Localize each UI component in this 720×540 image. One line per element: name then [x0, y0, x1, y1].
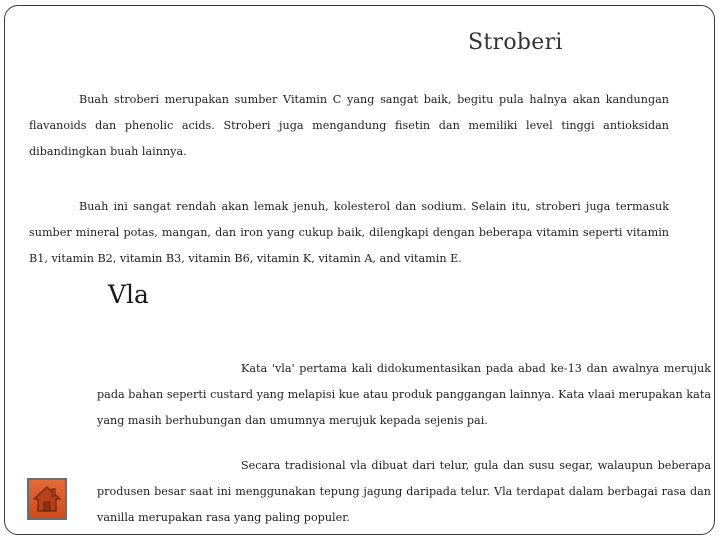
home-button[interactable]: [27, 478, 67, 520]
paragraph-stroberi-2: Buah ini sangat rendah akan lemak jenuh, kolesterol dan sodium. Selain itu, stroberi juga termasuk sumber mineral potas, mangan, dan iron yang cukup baik, dilengkapi dengan beberapa vitamin seperti vitamin B1, vitamin B2, vitamin B3, vitamin B6, vitamin K, vitamin A, and vitamin E.: [29, 200, 669, 266]
home-icon: [32, 484, 62, 514]
section-title-vla: Vla: [108, 280, 149, 309]
paragraph-vla-1: Kata 'vla' pertama kali didokumentasikan pada abad ke-13 dan awalnya merujuk pada bahan seperti custard yang melapisi kue atau produk panggangan lainnya. Kata vlaai merupakan kata yang masih berhubungan dan umumnya merujuk kepada sejenis pai.: [97, 362, 711, 428]
page-title: Stroberi: [468, 30, 563, 55]
paragraph-stroberi-1: Buah stroberi merupakan sumber Vitamin C yang sangat baik, begitu pula halnya akan kandungan flavanoids dan phenolic acids. Stroberi juga mengandung fisetin dan memiliki level tinggi antioksidan dibandingkan buah lainnya.: [29, 93, 669, 159]
paragraph-vla-2: Secara tradisional vla dibuat dari telur, gula dan susu segar, walaupun beberapa produsen besar saat ini menggunakan tepung jagung daripada telur. Vla terdapat dalam berbagai rasa dan vanilla merupakan rasa yang paling populer.: [97, 459, 711, 525]
